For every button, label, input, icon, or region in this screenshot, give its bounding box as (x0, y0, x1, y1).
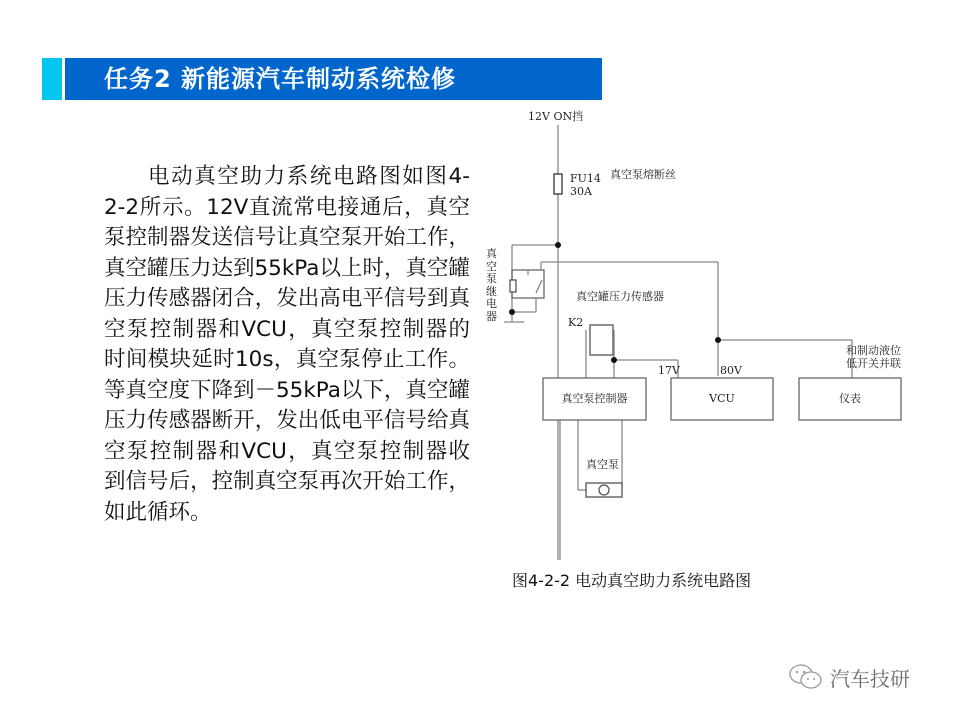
figure-caption: 图4-2-2 电动真空助力系统电路图 (512, 571, 752, 590)
parallel-note-line: 和制动液位 (846, 344, 901, 357)
relay-char: 电 (486, 297, 497, 310)
relay-char: 泵 (486, 272, 497, 285)
pump-label: 真空泵 (586, 458, 619, 471)
circuit-diagram (480, 100, 920, 560)
power-label: 12V ON挡 (528, 110, 584, 123)
fuse-label (570, 172, 601, 198)
vcu-label: VCU (709, 392, 735, 405)
watermark (786, 660, 910, 694)
sensor-name: 真空罐压力传感器 (576, 290, 664, 303)
watermark-text: 汽车技研 (830, 666, 910, 691)
relay-char: 继 (486, 284, 497, 298)
wechat-icon (786, 662, 826, 692)
meter-label: 仪表 (839, 392, 861, 405)
parallel-note-line: 低开关并联 (846, 357, 901, 370)
sensor-id: K2 (568, 316, 584, 329)
relay-char: 真 (486, 247, 497, 260)
title-accent-block (42, 58, 62, 100)
voltage-80v: 80V (720, 364, 742, 377)
body-paragraph: 电动真空助力系统电路图如图4-2-2所示。12V直流常电接通后，真空泵控制器发送信号让真空泵开始工作，真空罐压力达到55kPa以上时，真空罐压力传感器闭合，发出高电平信号到真空泵控制器和VCU，真空泵控制器的时间模块延时10s，真空泵停止工作。等真空度下降到－55kPa以下，真空罐压力传感器断开，发出低电平信号给真空泵控制器和VCU，真空泵控制器收到信号后，控制真空泵再次开始工作，如此循环。 (104, 164, 470, 525)
voltage-17v: 17V (658, 364, 680, 377)
fuse-name: 真空泵熔断丝 (610, 168, 676, 181)
slide-title: 任务2 新能源汽车制动系统检修 (104, 65, 457, 93)
slide-title-bar (42, 58, 602, 100)
fuse-rating: 30A (570, 185, 592, 198)
fuse-id: FU14 (570, 172, 601, 185)
relay-char: 空 (486, 259, 497, 273)
parallel-note (846, 344, 901, 370)
controller-label: 真空泵控制器 (561, 392, 628, 405)
relay-char: 器 (486, 309, 497, 323)
relay-label (486, 248, 499, 323)
